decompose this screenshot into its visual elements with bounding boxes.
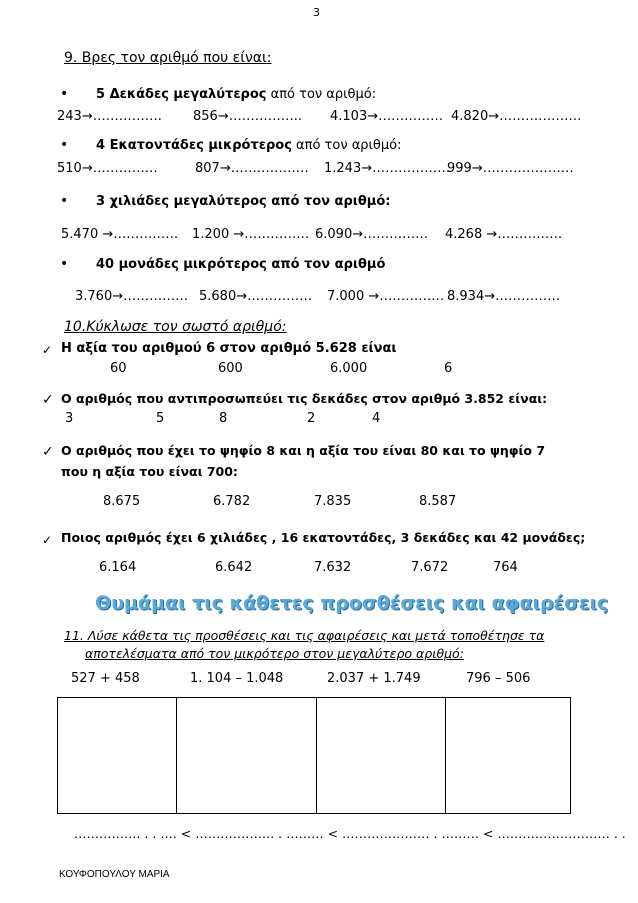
ex10-q2-option: 4 [372,411,381,426]
ex9-b3-instruction: 3 χιλιάδες μεγαλύτερος από τον αριθμό: [96,194,391,209]
ex9-b2-item: 1.243→……………… [324,161,451,176]
bullet-icon: • [60,137,69,153]
ex9-b1-item: 243→……………. [57,109,162,124]
ex10-q1-option: 6.000 [330,361,368,376]
ex9-b2-instruction [96,138,402,153]
ex10-q1-option: 600 [218,361,243,376]
ex10-q4-option: 6.164 [99,560,137,575]
ex10-q3-option: 7.835 [314,494,352,509]
bullet-icon: • [60,256,69,272]
ex10-q3-option: 8.675 [103,494,141,509]
ex10-q2-option: 2 [307,411,316,426]
checkmark-icon: ✓ [42,533,53,547]
ex9-b4-item: 8.934→…………… [447,289,561,304]
author-footer: ΚΟΥΦΟΠΟΥΛΟΥ ΜΑΡΙΑ [59,869,170,880]
ex9-b1-bold: 5 Δεκάδες μεγαλύτερος [96,87,267,102]
ex10-q1-option: 6 [444,361,453,376]
checkmark-icon: ✓ [42,392,54,408]
bullet-icon: • [60,86,69,102]
ex9-b4-item: 7.000 →…………… [327,289,445,304]
checkmark-icon: ✓ [42,343,53,357]
ex9-b3-item: 6.090→…………… [315,227,429,242]
work-cell [58,698,177,813]
ex10-q3-option: 8.587 [419,494,457,509]
ex11-operation: 2.037 + 1.749 [327,671,421,686]
ex9-b1-rest: από τον αριθμό: [266,87,377,102]
ex9-b1-item: 4.820→………………. [451,109,582,124]
ex9-b1-item: 856→…………….. [193,109,302,124]
page-number: 3 [313,6,320,19]
ex10-q2-option: 5 [156,411,165,426]
ex10-q4-option: 7.672 [411,560,449,575]
ex9-b4-item: 5.680→…………… [199,289,313,304]
work-cell [446,698,570,813]
work-area-grid [57,697,571,814]
ex10-q3-option: 6.782 [213,494,251,509]
ex9-title: 9. Βρες τον αριθμό που είναι: [64,50,272,66]
ex9-b4-instruction: 40 μονάδες μικρότερος από τον αριθμό [96,257,386,272]
ex10-q3-line1: Ο αριθμός που έχει το ψηφίο 8 και η αξία του είναι 80 και το ψηφίο 7 [61,443,546,458]
ex10-q2-option: 8 [219,411,228,426]
ex10-q1-text: Η αξία του αριθμού 6 στον αριθμό 5.628 είναι [61,341,397,356]
ex10-title: 10.Κύκλωσε τον σωστό αριθμό: [64,319,287,335]
ex10-q4-text: Ποιος αριθμός έχει 6 χιλιάδες , 16 εκατοντάδες, 3 δεκάδες και 42 μονάδες; [61,530,586,545]
ex10-q2-option: 3 [65,411,74,426]
ex11-operation: 1. 104 – 1.048 [190,671,284,686]
section-banner-heading: Θυμάμαι τις κάθετες προσθέσεις και αφαιρέσεις [95,592,609,614]
work-cell [177,698,317,813]
ex10-q2-text: Ο αριθμός που αντιπροσωπεύει τις δεκάδες στον αριθμό 3.852 είναι: [61,391,548,406]
ex9-b2-item: 510→…………… [57,161,158,176]
ex9-b2-item: 807→……………… [195,161,309,176]
ex11-title-line1: 11. Λύσε κάθετα τις προσθέσεις και τις αφαιρέσεις και μετά τοποθέτησε τα [64,628,545,643]
work-cell [317,698,446,813]
ex11-title-line2: αποτελέσματα από τον μικρότερο στον μεγαλύτερο αριθμό: [85,646,464,661]
ex10-q1-option: 60 [110,361,127,376]
ex9-b3-item: 5.470 →…………… [61,227,179,242]
ex9-b3-item: 4.268 →…………… [445,227,563,242]
ex11-answer-line: ……………. . . …. < ………………. . ……… < ………………… . ……… < ……………………… . . [74,826,626,841]
ex9-b2-bold: 4 Εκατοντάδες μικρότερος [96,138,292,153]
ex10-q4-option: 764 [493,560,518,575]
ex10-q4-option: 7.632 [314,560,352,575]
ex9-b1-instruction [96,87,376,102]
bullet-icon: • [60,193,69,209]
ex11-operation: 796 – 506 [466,671,531,686]
ex11-operation: 527 + 458 [71,671,140,686]
checkmark-icon: ✓ [42,444,54,460]
ex10-q3-line2: που η αξία του είναι 700: [61,464,238,479]
ex9-b4-item: 3.760→…………… [75,289,189,304]
ex9-b2-item: 999→………………… [447,161,574,176]
ex10-q4-option: 6.642 [215,560,253,575]
ex9-b3-item: 1.200 →…………… [192,227,310,242]
ex9-b1-item: 4.103→…………… [330,109,444,124]
ex9-b2-rest: από τον αριθμό: [291,138,402,153]
